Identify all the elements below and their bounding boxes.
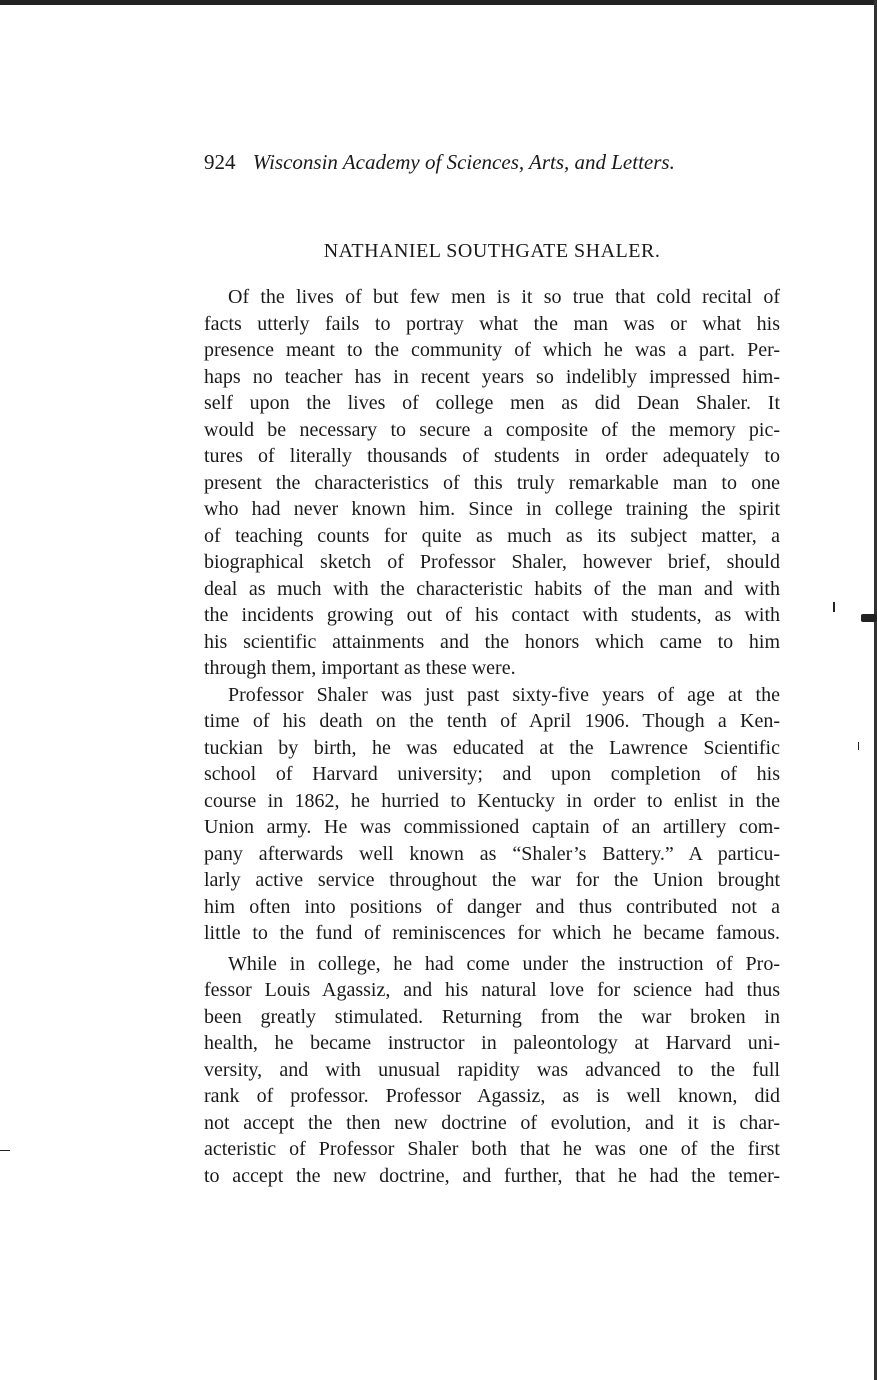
text-line: versity, and with unusual rapidity was advanced to the full [204,1058,780,1081]
text-line: Professor Shaler was just past sixty-five years of age at the [228,683,780,706]
text-line: haps no teacher has in recent years so indelibly impressed him- [204,365,780,388]
paragraph-1 [204,284,780,682]
article-title: NATHANIEL SOUTHGATE SHALER. [323,240,661,262]
margin-mark [858,742,859,750]
text-line: school of Harvard university; and upon completion of his [204,763,780,785]
text-line: fessor Louis Agassiz, and his natural love for science had thus [204,979,780,1001]
paragraph-2 [204,682,780,947]
text-line: little to the fund of reminiscences for which he became famous. [204,922,780,944]
page-number: 924 [204,150,236,174]
article-body [204,284,780,1189]
text-line: larly active service throughout the war for the Union brought [204,869,780,891]
text-line: present the characteristics of this truly remarkable man to one [204,471,780,494]
page-top-edge [0,0,877,5]
text-line: presence meant to the community of which he was a part. Per- [204,339,780,361]
text-line: to accept the new doctrine, and further, that he had the temer- [204,1164,780,1187]
margin-mark [833,602,835,612]
text-line: not accept the then new doctrine of evolution, and it is char- [204,1111,780,1134]
text-line: pany afterwards well known as “Shaler’s Battery.” A particu- [204,842,780,865]
text-line: the incidents growing out of his contact with students, as with [204,604,780,626]
text-line: While in college, he had come under the instruction of Pro- [228,952,780,975]
margin-mark [861,614,877,622]
text-line: deal as much with the characteristic habits of the man and with [204,577,780,600]
text-line: who had never known him. Since in college training the spirit [204,498,780,520]
text-line: tuckian by birth, he was educated at the Lawrence Scientific [204,736,780,759]
text-line: Of the lives of but few men is it so true that cold recital of [228,286,780,308]
text-line: biographical sketch of Professor Shaler, however brief, should [204,551,780,573]
text-line: tures of literally thousands of students in order adequately to [204,445,780,467]
text-line: him often into positions of danger and thus contributed not a [204,895,780,918]
text-line: of teaching counts for quite as much as its subject matter, a [204,524,780,547]
text-line: time of his death on the tenth of April 1906. Though a Ken- [204,710,780,732]
text-line: been greatly stimulated. Returning from the war broken in [204,1005,780,1028]
text-line: through them, important as these were. [204,657,516,679]
paragraph-3 [204,951,780,1190]
text-line: course in 1862, he hurried to Kentucky in order to enlist in the [204,789,780,812]
text-line: rank of professor. Professor Agassiz, as is well known, did [204,1085,780,1107]
text-line: facts utterly fails to portray what the man was or what his [204,312,780,335]
text-line: would be necessary to secure a composite of the memory pic- [204,418,780,441]
margin-mark [0,1150,10,1151]
text-line: his scientific attainments and the honors which came to him [204,630,780,653]
text-line: health, he became instructor in paleontology at Harvard uni- [204,1032,780,1054]
journal-title: Wisconsin Academy of Sciences, Arts, and Letters. [252,150,675,174]
running-header [204,150,784,175]
text-line: Union army. He was commissioned captain of an artillery com- [204,816,780,838]
text-line: acteristic of Professor Shaler both that he was one of the first [204,1138,780,1160]
text-line: self upon the lives of college men as did Dean Shaler. It [204,392,780,414]
